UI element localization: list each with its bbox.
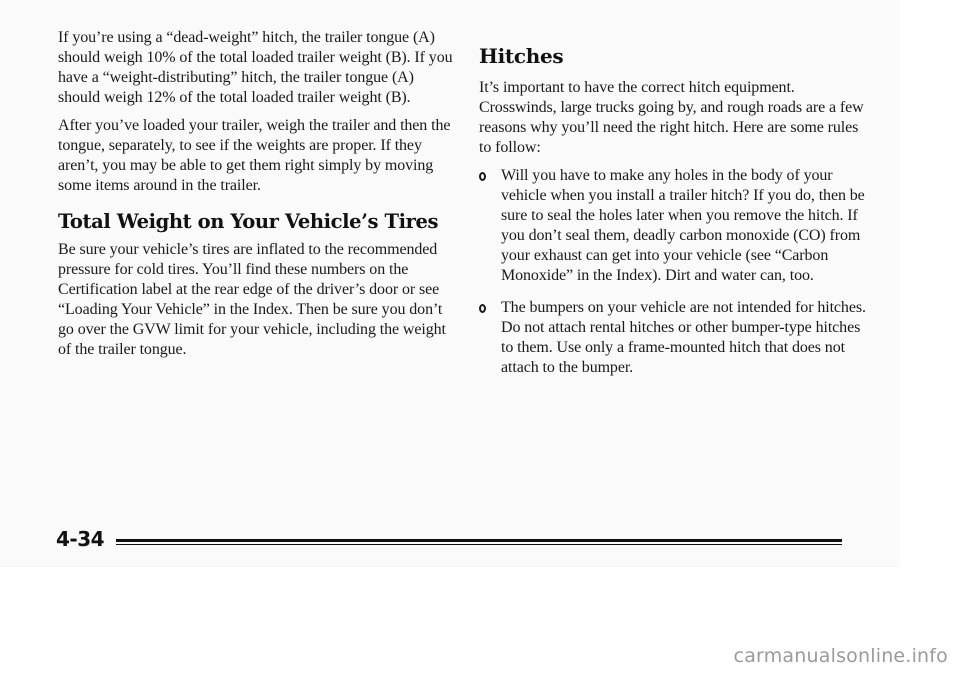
section-heading-hitches: Hitches <box>479 44 564 68</box>
bullet-icon <box>479 172 486 181</box>
bullet-icon <box>479 304 486 313</box>
hitches-intro-paragraph: It’s important to have the correct hitch equipment. Crosswinds, large trucks going by, and rough roads are a few reasons why you’ll need the right hitch. Here are some rules to follow: <box>479 79 864 156</box>
list-item <box>479 166 869 286</box>
list-item-text: Will you have to make any holes in the body of your vehicle when you install a trailer hitch? If you do, then be sure to seal the holes later when you remove the hitch. If you don’t seal them, deadly carbon monoxide (CO) from your exhaust can get into your vehicle (see “Carbon Monoxide” in the Index). Dirt and water can, too. <box>501 167 865 284</box>
tongue-weight-paragraph: If you’re using a “dead-weight” hitch, the trailer tongue (A) should weigh 10% of the total loaded trailer weight (B). If you have a “weight-distributing” hitch, the trailer tongue (A) should weigh 12% of the total loaded trailer weight (B). <box>58 29 453 106</box>
list-item-text: The bumpers on your vehicle are not intended for hitches. Do not attach rental hitches or other bumper-type hitches to them. Use only a frame-mounted hitch that does not attach to the bumper. <box>501 299 866 376</box>
left-column <box>58 28 453 368</box>
watermark: carmanualsonline.info <box>733 645 948 667</box>
total-weight-paragraph: Be sure your vehicle’s tires are inflated to the recommended pressure for cold tires. You’ll find these numbers on the Certification label at the rear edge of the driver’s door or see “Loading Your Vehicle” in the Index. Then be sure you don’t go over the GVW limit for your vehicle, including the weight of the trailer tongue. <box>58 241 446 358</box>
section-heading-total-weight: Total Weight on Your Vehicle’s Tires <box>58 210 439 233</box>
footer-rule-thin <box>116 544 842 545</box>
page-number: 4-34 <box>56 527 105 551</box>
list-item <box>479 298 869 378</box>
weigh-trailer-paragraph: After you’ve loaded your trailer, weigh the trailer and then the tongue, separately, to see if the weights are proper. If they aren’t, you may be able to get them right simply by moving some items around in the trailer. <box>58 117 451 194</box>
hitch-rules-list <box>479 166 869 378</box>
footer-rule-thick <box>116 539 842 542</box>
page-footer <box>56 527 842 557</box>
right-column <box>479 28 869 390</box>
